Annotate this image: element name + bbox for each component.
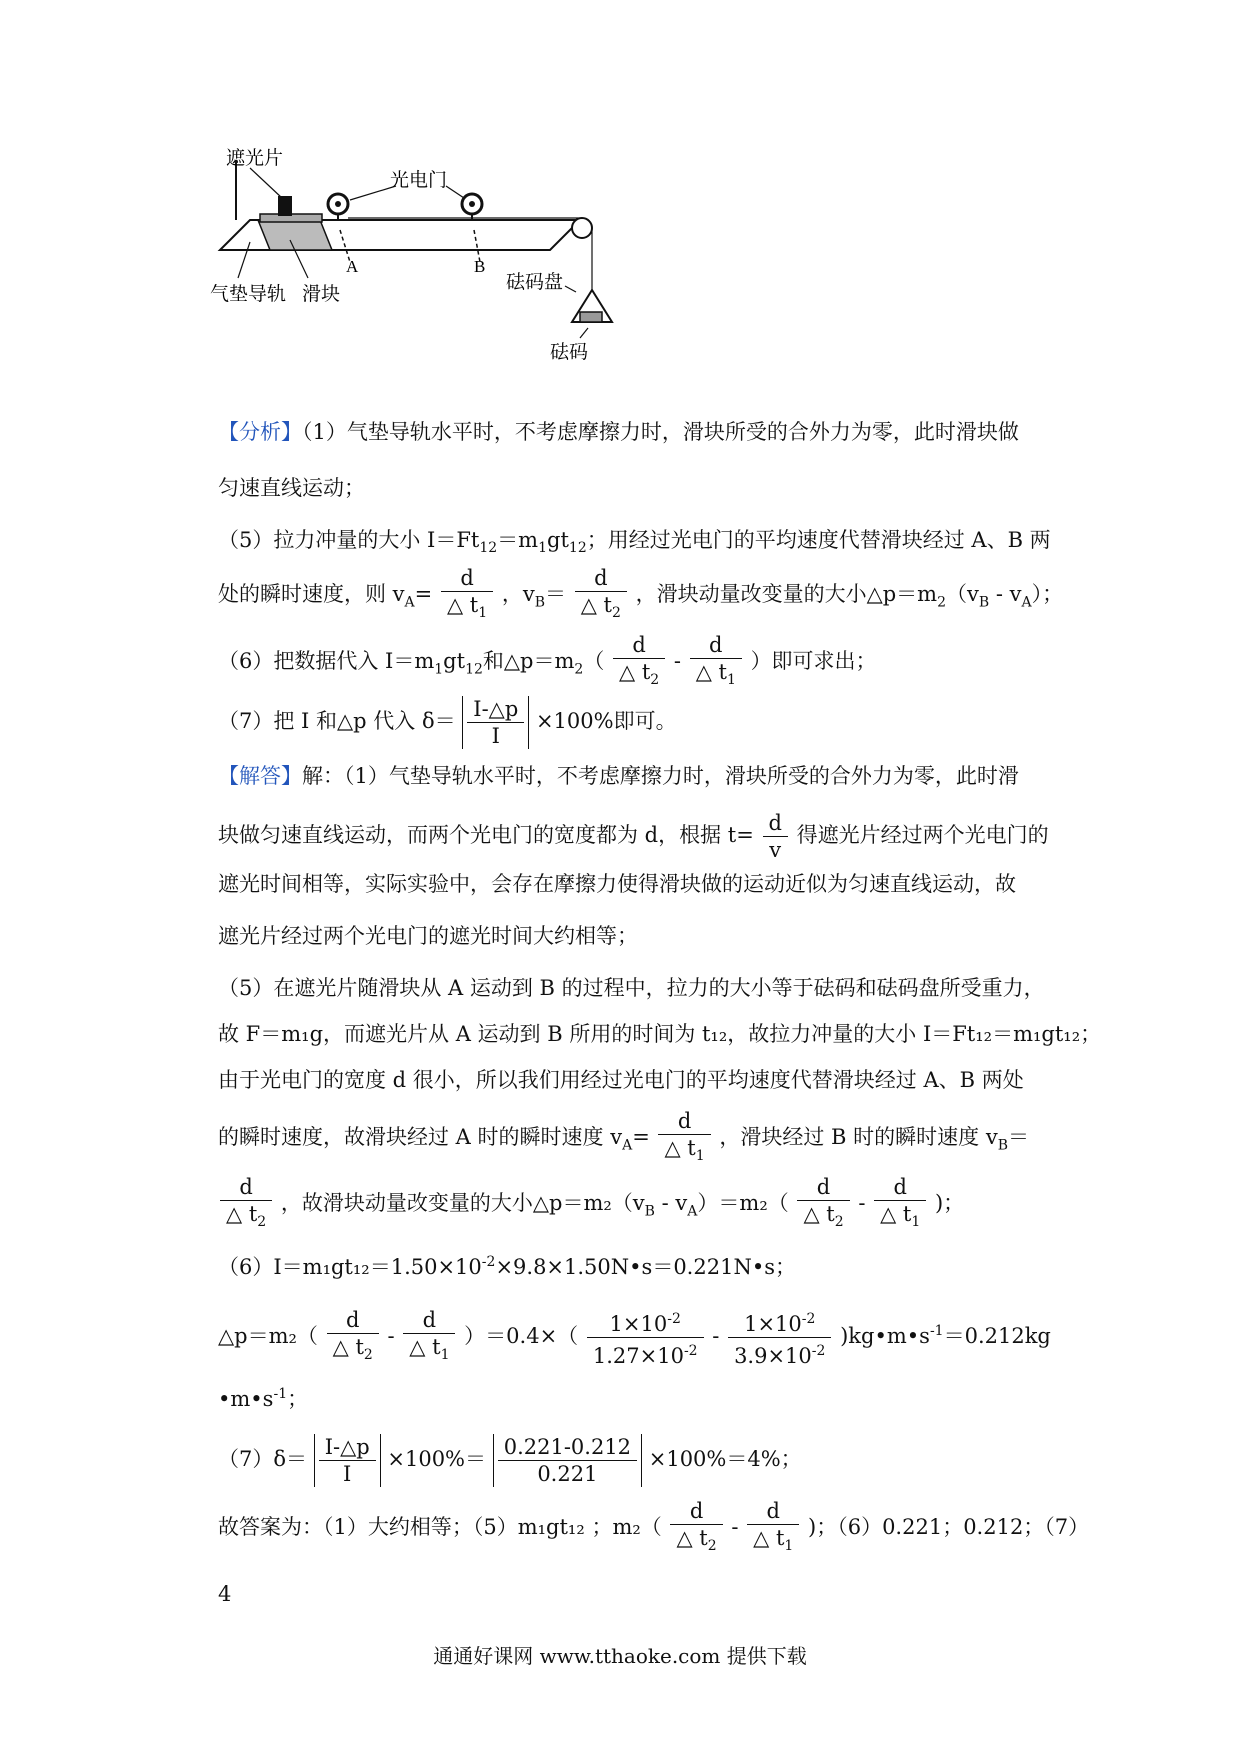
label-pan: 砝码盘 <box>506 272 564 293</box>
pulley <box>572 218 592 238</box>
answer-line-4: 遮光片经过两个光电门的遮光时间大约相等； <box>218 924 638 948</box>
label-gate: 光电门 <box>390 170 448 191</box>
slider-block <box>258 220 332 250</box>
answer-tag: 【解答】 <box>218 764 302 788</box>
analysis-line-5a: （5）拉力冲量的大小 $I=Ft_{12}=m_1gt_{12}$；用经过光电门的平均速度代替滑块经过 A、B 两 <box>218 528 1051 557</box>
page-footer: 通通好课网 www.tthaoke.com 提供下载 <box>433 1644 807 1668</box>
label-a: A <box>346 257 359 276</box>
answer-line-12: $•m•s^{-1}$； <box>218 1386 309 1411</box>
answer-line-14: 故答案为：（1）大约相等；（5）m₁gt₁₂ ；m₂（ $\frac{d}{\triangle t_2}$ - $\frac{d}{\triangle t_1}$ )；（6）0.221；0.212；（7） <box>218 1499 1090 1555</box>
answer-line-11: △p＝m₂（ $\frac{d}{\triangle t_2}$ - $\frac{d}{\triangle t_1}$ ）＝0.4×（ $\frac{1\times 10^{-2}}{1.27\times 10^{-2}}$ - $\frac{1\times 10^{-2}}{3.9\times 10^{-2}}$ )$kg•m•s^{-1}=0.212kg$ <box>218 1307 1051 1368</box>
answer-line-8: 的瞬时速度，故滑块经过 A 时的瞬时速度 $v_A=$ $\frac{d}{\triangle t_1}$ ，滑块经过 B 时的瞬时速度 $v_B=$ <box>218 1109 1029 1165</box>
label-slider: 滑块 <box>302 284 341 305</box>
weight <box>580 312 602 322</box>
answer-line-9: $\frac{d}{\triangle t_2}$ ，故滑块动量改变量的大小$\triangle p=m_2(v_B - v_A)=m_2$（ $\frac{d}{\triangle t_2}$ - $\frac{d}{\triangle t_1}$ )； <box>218 1174 964 1235</box>
label-shade: 遮光片 <box>226 148 284 169</box>
page-number: 4 <box>218 1582 232 1606</box>
answer-line-3: 遮光时间相等，实际实验中，会存在摩擦力使得滑块做的运动近似为匀速直线运动，故 <box>218 872 1016 896</box>
answer-line-7: 由于光电门的宽度 d 很小，所以我们用经过光电门的平均速度代替滑块经过 A、B 两处 <box>218 1068 1024 1092</box>
fraction-d-dt2: $\frac{d}{\triangle t_2}$ <box>575 565 627 626</box>
abs-fraction: $\frac{I-\triangle p}{I}$ <box>462 696 529 749</box>
analysis-line-1: 【分析】（1）气垫导轨水平时，不考虑摩擦力时，滑块所受的合外力为零，此时滑块做 <box>218 420 1019 444</box>
shade-plate <box>278 196 292 216</box>
label-weight: 砝码 <box>550 342 589 363</box>
fraction-d-dt1: $\frac{d}{\triangle t_1}$ <box>441 565 493 626</box>
answer-line-10: $(6)I=m_1gt_{12}=1.50\times 10^{-2}\times 9.8\times 1.50N•s=0.221N•s$； <box>218 1254 796 1279</box>
label-b: B <box>474 257 486 276</box>
answer-line-2: 块做匀速直线运动，而两个光电门的宽度都为 d，根据 t= $\frac{d}{v}$ 得遮光片经过两个光电门的 <box>218 811 1049 862</box>
label-rail: 气垫导轨 <box>210 284 287 305</box>
analysis-tag: 【分析】 <box>218 420 302 444</box>
answer-line-1: 【解答】解：（1）气垫导轨水平时，不考虑摩擦力时，滑块所受的合外力为零，此时滑 <box>218 764 1019 788</box>
answer-line-13: （7）δ＝ $\frac{I-\triangle p}{I}$ ×100%＝ $\frac{0.221-0.212}{0.221}$ ×100%＝4%； <box>218 1435 802 1486</box>
answer-line-5: （5）在遮光片随滑块从 A 运动到 B 的过程中，拉力的大小等于砝码和砝码盘所受重力， <box>218 976 1045 1000</box>
experiment-diagram <box>210 148 690 410</box>
analysis-line-5b: 处的瞬时速度，则 $v_A=$ $\frac{d}{\triangle t_1}$ ，$v_B=$ $\frac{d}{\triangle t_2}$ ，滑块动量改变量的大小$\triangle p=m_2(v_B - v_A)$； <box>218 565 1063 626</box>
analysis-line-7: （7）把 I 和△p 代入 δ＝ $\frac{I-\triangle p}{I}$ ×100%即可。 <box>218 697 677 748</box>
answer-line-6: 故 F＝m₁g，而遮光片从 A 运动到 B 所用的时间为 t₁₂，故拉力冲量的大小 I＝Ft₁₂＝m₁gt₁₂； <box>218 1022 1102 1046</box>
analysis-line-6: （6）把数据代入 $I=m_1gt_{12}$和$\triangle p=m_2$（ $\frac{d}{\triangle t_2}$ - $\frac{d}{\triangle t_1}$ ）即可求出； <box>218 633 877 689</box>
analysis-line-2: 匀速直线运动； <box>218 476 365 500</box>
